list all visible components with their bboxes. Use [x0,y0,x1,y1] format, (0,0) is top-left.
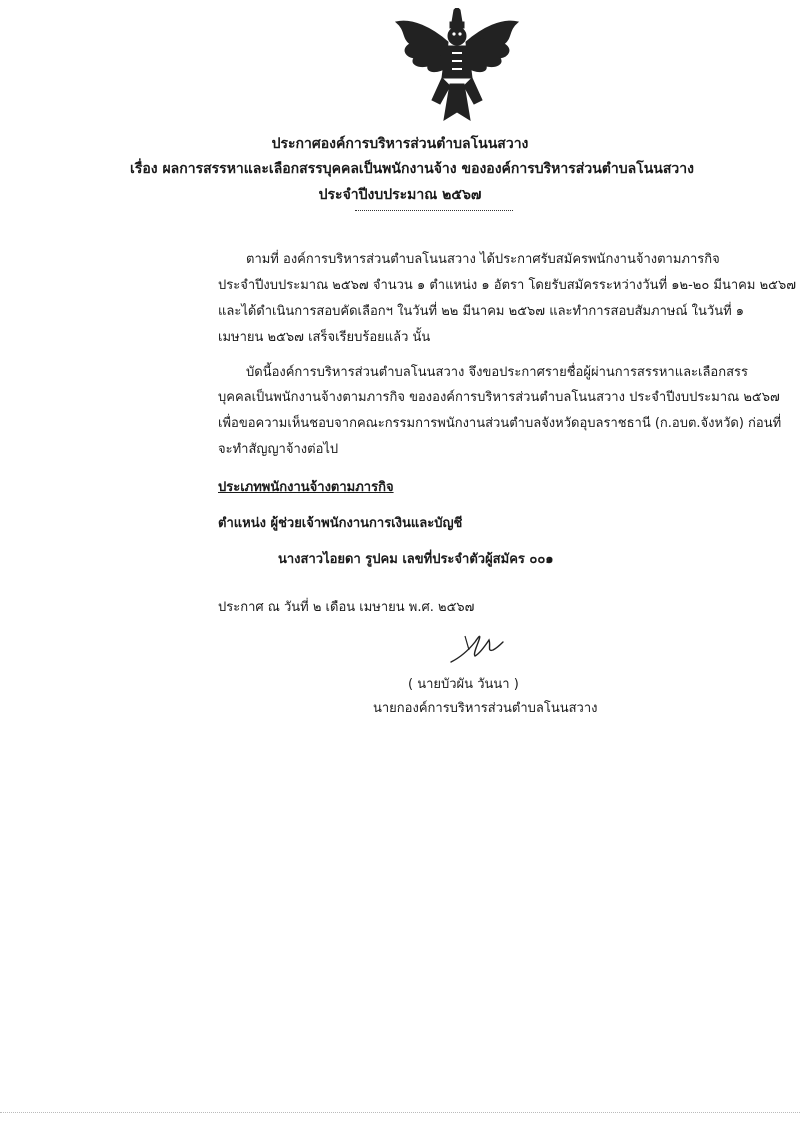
paragraph-2-line-1: บัดนี้องค์การบริหารส่วนตำบลโนนสวาง จึงขอประกาศรายชื่อผู้ผ่านการสรรหาและเลือกสรร [246,365,749,380]
signer-name: ( นายบัวผัน วันนา ) [408,677,519,692]
candidate-name: นางสาวไอยดา รูปคม เลขที่ประจำตัวผู้สมัคร ๐๐๑ [278,552,554,567]
paragraph-2-line-3: เพื่อขอความเห็นชอบจากคณะกรรมการพนักงานส่วนตำบลจังหวัดอุบลราชธานี (ก.อบต.จังหวัด) ก่อนที่ [218,416,782,431]
garuda-emblem [392,8,522,123]
fiscal-year-line: ประจำปีงบประมาณ ๒๕๖๗ [318,187,482,203]
scan-edge-line [0,1112,800,1113]
position-title: ตำแหน่ง ผู้ช่วยเจ้าพนักงานการเงินและบัญชี [218,516,463,531]
announcement-title: ประกาศองค์การบริหารส่วนตำบลโนนสวาง [271,136,529,152]
paragraph-1-line-2: ประจำปีงบประมาณ ๒๕๖๗ จำนวน ๑ ตำแหน่ง ๑ อัตรา โดยรับสมัครระหว่างวันที่ ๑๒-๒๐ มีนาคม ๒๕๖๗ [218,278,797,293]
paragraph-1-line-3: และได้ดำเนินการสอบคัดเลือกฯ ในวันที่ ๒๒ มีนาคม ๒๕๖๗ และทำการสอบสัมภาษณ์ ในวันที่ ๑ [218,304,745,319]
signature [445,628,505,668]
paragraph-1-line-1: ตามที่ องค์การบริหารส่วนตำบลโนนสวาง ได้ประกาศรับสมัครพนักงานจ้างตามภารกิจ [246,252,720,267]
paragraph-2-line-2: บุคคลเป็นพนักงานจ้างตามภารกิจ ขององค์การบริหารส่วนตำบลโนนสวาง ประจำปีงบประมาณ ๒๕๖๗ [218,390,780,405]
signer-title: นายกองค์การบริหารส่วนตำบลโนนสวาง [373,701,598,716]
employee-category: ประเภทพนักงานจ้างตามภารกิจ [218,480,394,495]
paragraph-2-line-4: จะทำสัญญาจ้างต่อไป [218,442,339,457]
announcement-date: ประกาศ ณ วันที่ ๒ เดือน เมษายน พ.ศ. ๒๕๖๗ [218,600,475,615]
paragraph-1-line-4: เมษายน ๒๕๖๗ เสร็จเรียบร้อยแล้ว นั้น [218,330,431,345]
announcement-subject: เรื่อง ผลการสรรหาและเลือกสรรบุคคลเป็นพนักงานจ้าง ขององค์การบริหารส่วนตำบลโนนสวาง [130,161,694,177]
dotted-divider [355,210,513,211]
